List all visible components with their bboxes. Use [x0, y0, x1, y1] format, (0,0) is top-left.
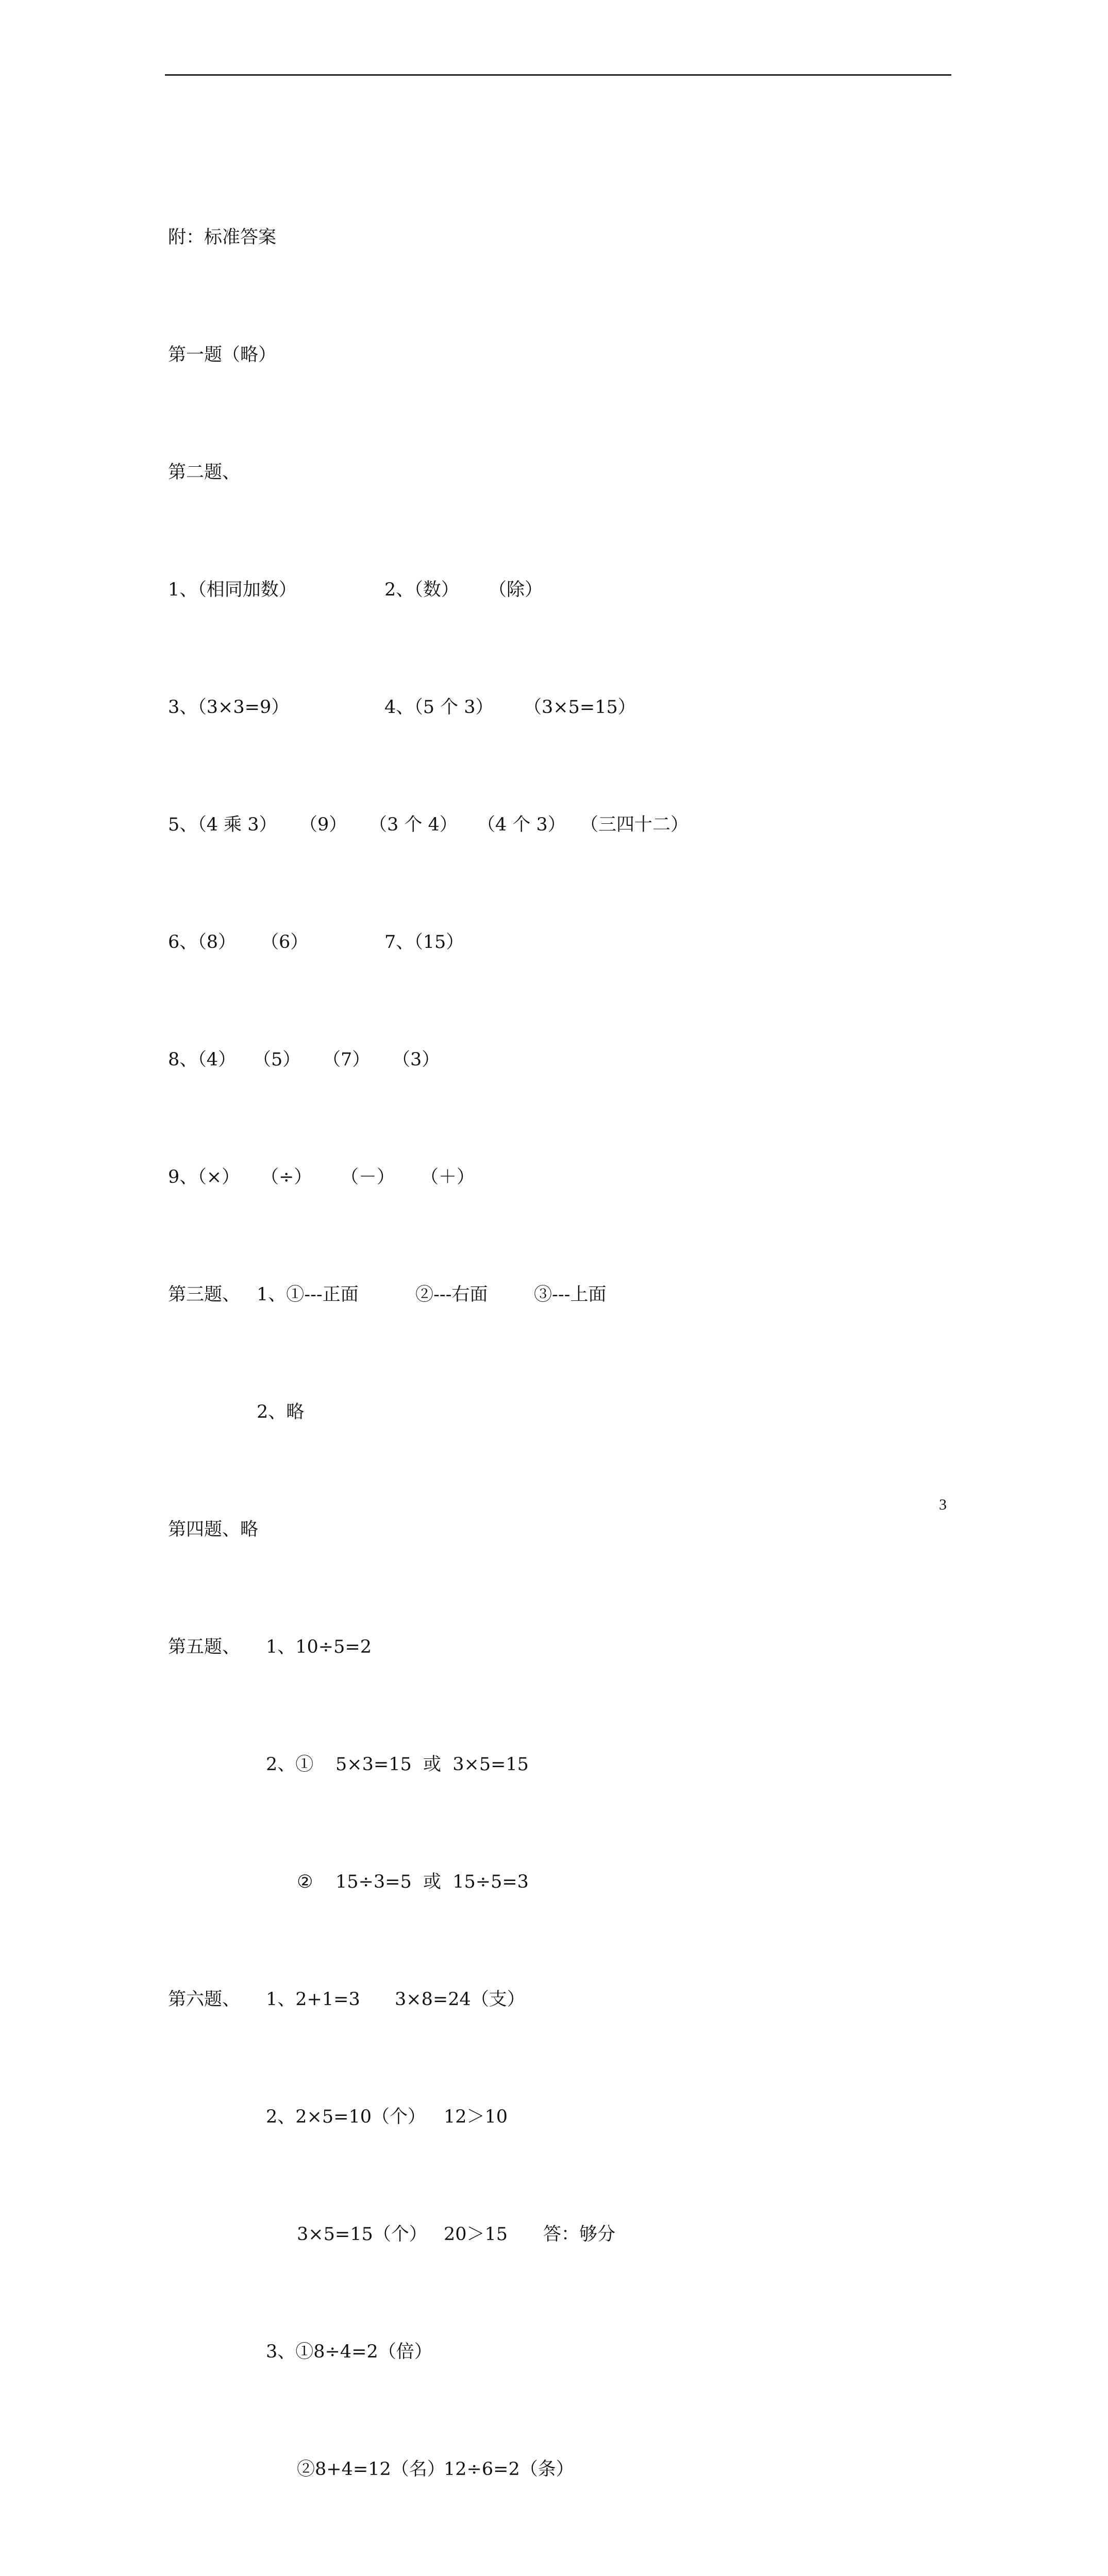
q2-answer-2b: （除） [489, 580, 543, 600]
q3-answer-1b: ②---右面 [415, 1284, 488, 1305]
q5-answer-1: 1、10÷5=2 [266, 1637, 372, 1657]
q5-answer-3b: 15÷3=5 或 15÷5=3 [335, 1872, 529, 1892]
q2-answer-5a: 5、（4 乘 3） [168, 815, 277, 835]
q2-heading-line [168, 458, 941, 487]
q6-row-6 [168, 2572, 941, 2576]
q6-row-5 [168, 2455, 941, 2484]
q2-row-2 [168, 693, 941, 722]
q1-line [168, 341, 941, 370]
q5-answer-3a: ② [297, 1872, 313, 1892]
q2-row-5 [168, 1045, 941, 1075]
q4-answer: 第四题、略 [168, 1519, 259, 1540]
q6-answer-5a: ②8+4=12（名） [297, 2459, 445, 2480]
q2-answer-9a: 9、（×） [168, 1167, 240, 1188]
q2-answer-3: 3、（3×3=9） [168, 697, 290, 718]
q3-heading: 第三题、 [168, 1284, 241, 1305]
q6-answer-1b: 3×8=24（支） [395, 1989, 525, 2010]
page-number: 3 [939, 1496, 947, 1513]
q5-answer-2a: 2、① [266, 1754, 314, 1775]
q2-answer-2a: 2、（数） [384, 580, 459, 600]
q5-row-3 [168, 1868, 941, 1897]
q5-heading: 第五题、 [168, 1637, 241, 1657]
q2-answer-6b: （6） [261, 932, 309, 953]
q6-answer-2b: 12＞10 [444, 2107, 508, 2127]
q3-answer-2: 2、略 [257, 1402, 305, 1422]
q2-answer-4a: 4、（5 个 3） [384, 697, 494, 718]
q2-row-4 [168, 928, 941, 957]
q2-answer-9d: （＋） [421, 1167, 475, 1188]
q1-answer: 第一题（略） [168, 345, 277, 365]
q2-answer-9b: （÷） [261, 1167, 312, 1188]
q6-row-3 [168, 2220, 941, 2249]
q2-answer-8c: （7） [323, 1049, 371, 1070]
q5-answer-2b: 5×3=15 或 3×5=15 [335, 1754, 529, 1775]
q5-row-2 [168, 1750, 941, 1780]
q3-row-1 [168, 1280, 941, 1310]
q2-answer-7: 7、（15） [384, 932, 464, 953]
q5-row-1 [168, 1633, 941, 1662]
q6-answer-2a: 2、2×5=10（个） [266, 2107, 426, 2127]
q2-answer-6a: 6、（8） [168, 932, 237, 953]
q2-answer-5c: （3 个 4） [369, 815, 458, 835]
q2-answer-8b: （5） [253, 1049, 301, 1070]
q2-row-1 [168, 575, 941, 605]
q6-answer-1a: 1、2+1=3 [266, 1989, 360, 2010]
q2-answer-9c: （－） [341, 1167, 395, 1188]
q6-answer-3b: 20＞15 [444, 2224, 508, 2245]
q6-row-2 [168, 2103, 941, 2132]
q2-row-6 [168, 1163, 941, 1192]
q3-answer-1c: ③---上面 [534, 1284, 607, 1305]
header-rule [165, 74, 951, 76]
q6-answer-3c: 答：够分 [543, 2224, 616, 2245]
q3-answer-1a: 1、①---正面 [257, 1284, 359, 1305]
q6-row-1 [168, 1985, 941, 2014]
title-line [168, 223, 941, 252]
q2-answer-1: 1、（相同加数） [168, 580, 297, 600]
q6-answer-5b: 12÷6=2（条） [444, 2459, 574, 2480]
q6-answer-3a: 3×5=15（个） [297, 2224, 427, 2245]
q3-row-2 [168, 1398, 941, 1427]
q2-row-3 [168, 810, 941, 840]
q6-answer-6 [297, 2572, 445, 2576]
q2-answer-5d: （4 个 3） [477, 815, 566, 835]
q2-answer-5b: （9） [299, 815, 347, 835]
q6-heading: 第六题、 [168, 1989, 241, 2010]
q2-heading: 第二题、 [168, 462, 241, 483]
q6-row-4 [168, 2337, 941, 2367]
q6-answer-4: 3、①8÷4=2（倍） [266, 2342, 432, 2362]
answer-key [168, 135, 941, 2576]
document-title: 附：标准答案 [168, 227, 277, 248]
q2-answer-4b: （3×5=15） [524, 697, 636, 718]
q4-line [168, 1515, 941, 1545]
q2-answer-5e: （三四十二） [580, 815, 689, 835]
q2-answer-8d: （3） [392, 1049, 440, 1070]
q2-answer-8a: 8、（4） [168, 1049, 237, 1070]
